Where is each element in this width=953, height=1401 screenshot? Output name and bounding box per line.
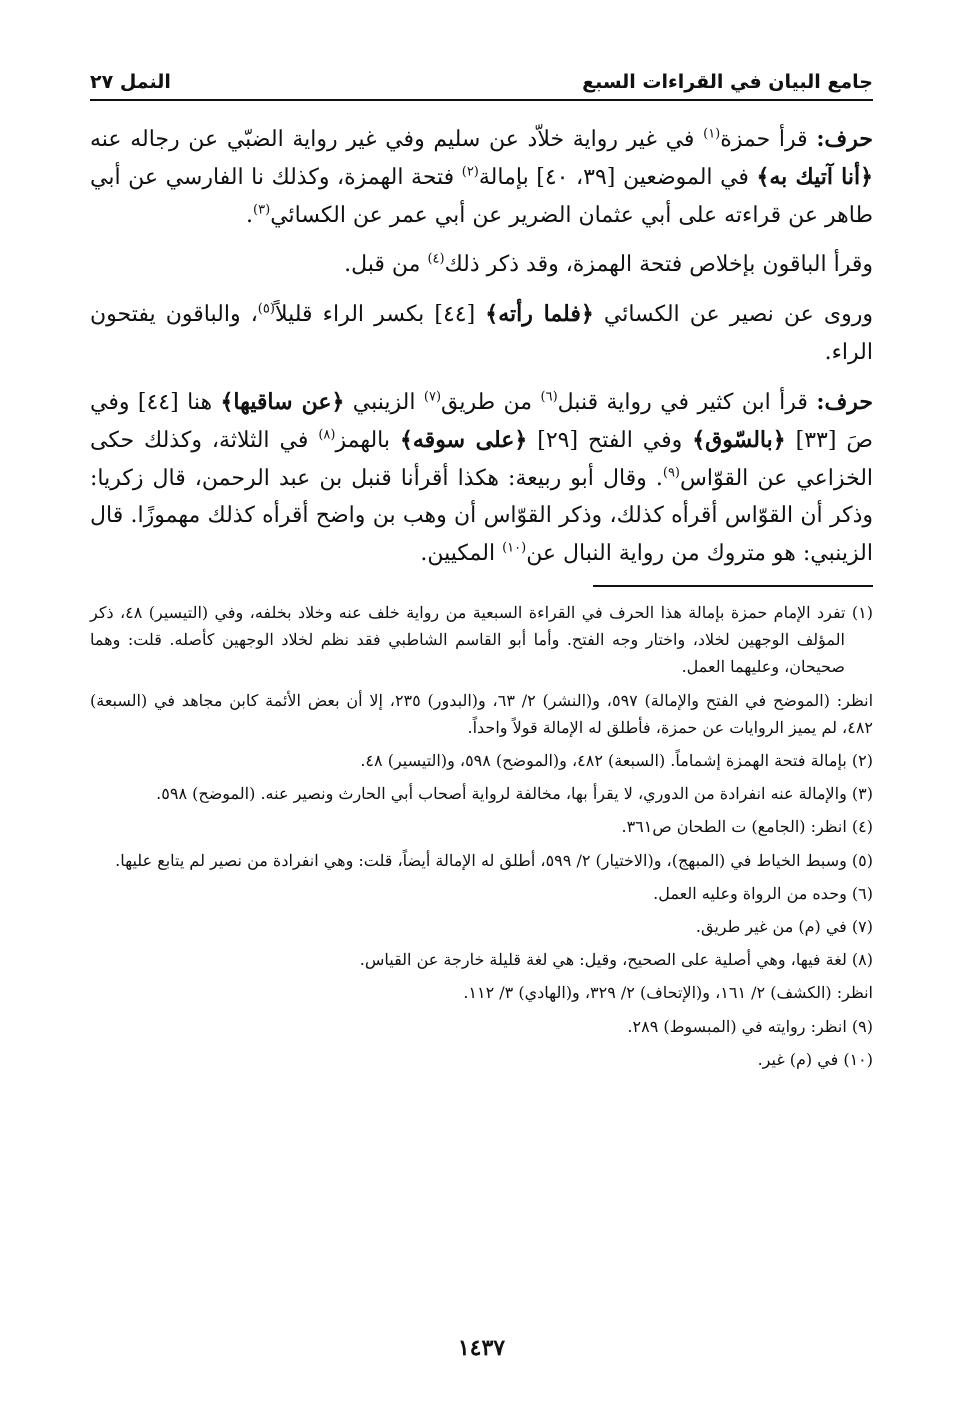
text-run: ، والباقون يفتحون الراء. (90, 302, 873, 366)
text-run: فتحة الهمزة، وكذلك نا الفارسي عن أبي طاهر عن قراءته على أبي عثمان الضرير عن أبي عمر عن الكسائي (90, 164, 873, 228)
text-run: . وقال أبو ربيعة: هكذا أقرأنا قنبل بن عبد الرحمن، قال زكريا: وذكر أن القوّاس أقرأه كذلك، وذكر القوّاس أن وهب بن واضح أقرأه كذلك مهموزًا. قال الزينبي: هو متروك من رواية النبال عن (90, 465, 873, 567)
text-run: [٤٤] بكسر الراء قليلاً (274, 302, 486, 328)
text-run: في غير رواية خلاّد عن سليم وفي غير رواية الضبّي عن رجاله عنه (90, 127, 704, 152)
footnote-4: (٤) انظر: (الجامع) ت الطحان ص٣٦١. (621, 817, 873, 837)
footnote-5: (٥) وسبط الخياط في (المبهج)، و(الاختيار) ٢/ ٥٩٩، أطلق له الإمالة أيضاً، قلت: وهي انفرادة من نصير لم يتابع عليها. (115, 850, 873, 870)
quran-quote: ﴿على سوقه﴾ (400, 426, 528, 453)
quran-quote: ﴿عن ساقيها﴾ (220, 388, 345, 415)
quran-quote: ﴿فلما رأته﴾ (485, 301, 594, 328)
text-run: المكيين. (420, 541, 503, 567)
footnote-6: (٦) وحده من الرواة وعليه العمل. (653, 883, 873, 903)
footnote-separator (593, 585, 873, 587)
paragraph-4 (90, 384, 873, 573)
text-run: هنا [٤٤] وفي صَ [٣٣] (90, 389, 873, 453)
footnote-ref: (١٠) (502, 540, 527, 556)
book-title: جامع البيان في القراءات السبع (582, 71, 873, 93)
text-run: قرأ حمزة (720, 127, 817, 152)
footnote-ref: (٧) (423, 389, 442, 405)
footnote-1: (١) تفرد الإمام حمزة بإمالة هذا الحرف في القراءة السبعية من رواية خلف عنه وخلاد بخلفه، وفي (التيسير) ٤٨، ذكر المؤلف الوجهين لخلاد، واختار وجه الفتح. وأما أبو القاسم الشاطبي فقد نظم لخلاد الوجهين كأصله. قلت: وهما صحيحان، وعليهما العمل. (90, 603, 873, 677)
footnote-3: (٣) والإمالة عنه انفرادة من الدوري، لا يقرأ بها، مخالفة لرواية أصحاب أبي الحارث ونصير عنه. (الموضح) ٥٩٨. (156, 784, 873, 804)
text-run: من طريق (441, 389, 541, 415)
page-number: ١٤٣٧ (457, 1335, 506, 1361)
footnote-ref: (٥) (257, 301, 275, 317)
harf-label: حرف: (816, 126, 873, 152)
footnote-2: (٢) بإمالة فتحة الهمزة إشماماً. (السبعة) ٤٨٢، و(الموضح) ٥٩٨، و(التيسير) ٤٨. (360, 751, 873, 771)
text-run: بالهمز (335, 427, 400, 453)
text-run: في الثلاثة، وكذلك حكى الخزاعي عن القوّاس (90, 427, 874, 491)
quran-quote: ﴿بالسّوق﴾ (692, 426, 786, 453)
footnote-ref: (١) (703, 126, 721, 142)
text-run: وروى عن نصير عن الكسائي (593, 302, 873, 328)
footnote-ref: (٤) (427, 252, 445, 268)
text-run: . (246, 202, 254, 228)
footnote-ref: (٣) (253, 202, 271, 218)
text-run: من قبل. (344, 252, 428, 278)
footnote-9: (٩) انظر: روايته في (المبسوط) ٢٨٩. (627, 1016, 873, 1036)
main-text (90, 121, 873, 573)
paragraph-2 (90, 246, 873, 284)
footnote-8-reference: انظر: (الكشف) ٢/ ١٦١، و(الإتحاف) ٢/ ٣٢٩، و(الهادي) ٣/ ١١٢. (463, 983, 873, 1003)
running-header (90, 55, 873, 101)
footnote-8: (٨) لغة فيها، وهي أصلية على الصحيح، وقيل: هي لغة قليلة خارجة عن القياس. (359, 950, 873, 970)
footnote-1-reference: انظر: (الموضح في الفتح والإمالة) ٥٩٧، و(النشر) ٢/ ٦٣، و(البدور) ٢٣٥، إلا أن بعض الأئمة كابن مجاهد في (السبعة) ٤٨٢، لم يميز الروايات عن حمزة، فأطلق له الإمالة قولاً واحداً. (90, 690, 874, 737)
text-run: في الموضعين [٣٩، ٤٠] بإمالة (478, 164, 757, 190)
paragraph-3 (90, 296, 873, 372)
footnote-7: (٧) في (م) من غير طريق. (695, 916, 873, 936)
footnote-ref: (٦) (540, 389, 558, 405)
quran-quote: ﴿أنا آتيك به﴾ (756, 163, 874, 190)
harf-label: حرف: (816, 388, 874, 415)
footnote-ref: (٢) (461, 164, 479, 180)
text-run: وقرأ الباقون بإخلاص فتحة الهمزة، وقد ذكر ذلك (444, 252, 873, 278)
surah-label: النمل ٢٧ (90, 71, 171, 93)
footnote-ref: (٨) (318, 427, 336, 443)
footnote-10: (١٠) في (م) غير. (757, 1049, 873, 1069)
text-run: قرأ ابن كثير في رواية قنبل (557, 389, 817, 415)
text-run: وفي الفتح [٢٩] (527, 427, 693, 453)
footnote-ref: (٩) (662, 465, 680, 481)
book-page (90, 55, 873, 1361)
paragraph-1 (90, 121, 873, 234)
text-run: الزينبي (344, 389, 424, 415)
footnotes (90, 599, 873, 1073)
